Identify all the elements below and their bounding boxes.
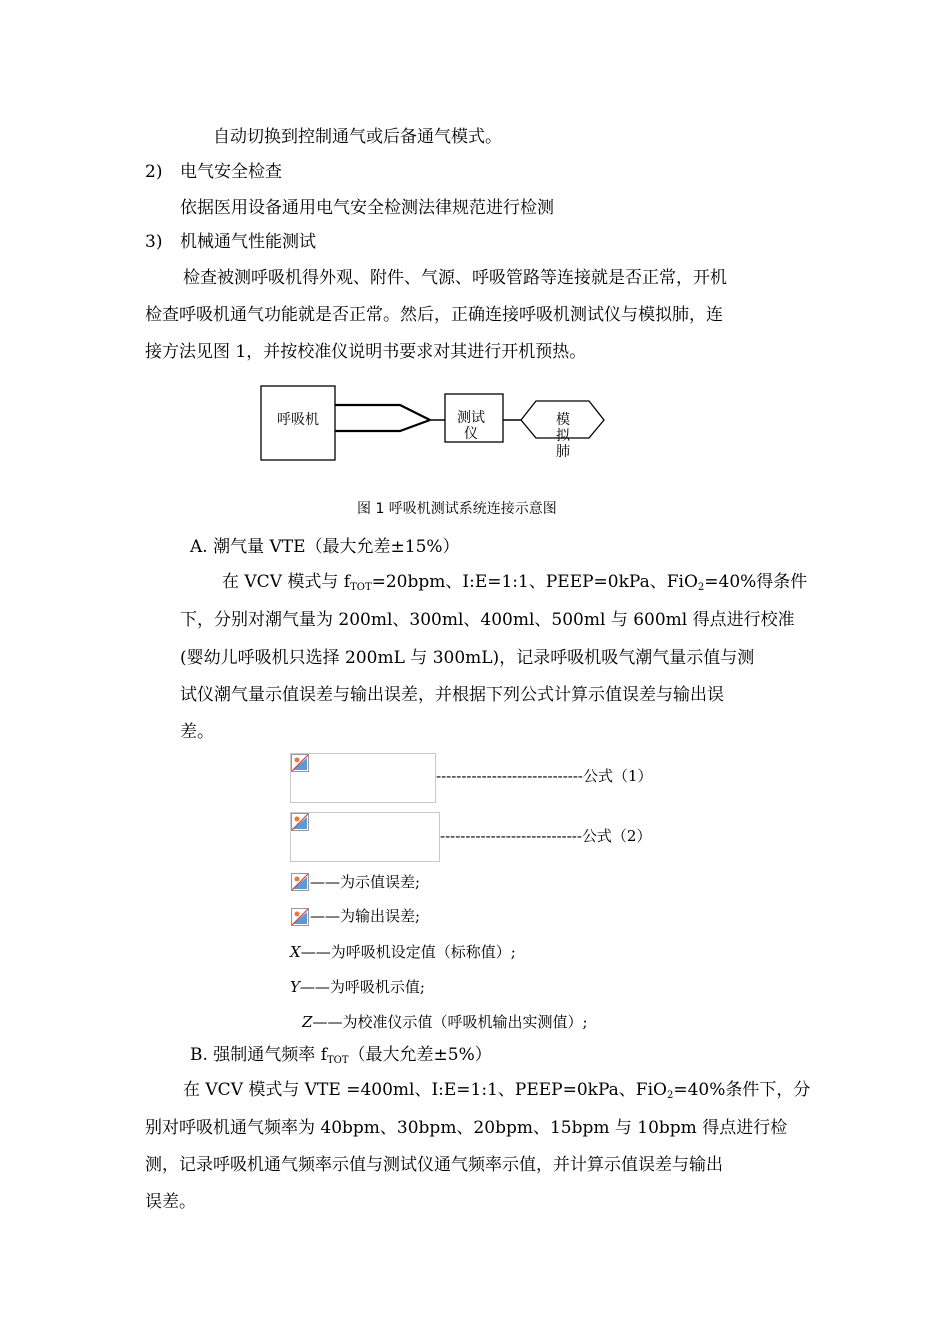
figure-caption: 图 1 呼吸机测试系统连接示意图 — [357, 501, 557, 517]
text-span: （最大允差±5%） — [348, 1045, 492, 1065]
section-b-heading — [190, 1045, 492, 1065]
text-span: =20bpm、I:E=1:1、PEEP=0kPa、FiO — [371, 572, 698, 592]
text-span: =40%条件下，分 — [673, 1080, 811, 1100]
broken-image-icon — [291, 873, 309, 891]
paragraph-line: (婴幼儿呼吸机只选择 200mL 与 300mL)，记录呼吸机吸气潮气量示值与测 — [180, 648, 755, 668]
list-number: 2) — [145, 162, 163, 182]
section-heading: 机械通气性能测试 — [180, 232, 316, 252]
subscript: TOT — [327, 1055, 349, 1066]
definition-indication-error: ——为示值误差; — [310, 873, 421, 891]
text-line: 自动切换到控制通气或后备通气模式。 — [213, 127, 502, 147]
tube-lower — [335, 420, 430, 431]
paragraph-line — [183, 1080, 810, 1100]
text-span: ——为校准仪示值（呼吸机输出实测值）; — [312, 1013, 588, 1031]
broken-image-icon — [291, 813, 309, 831]
variable-x: X — [290, 943, 301, 961]
text-span: =40%得条件 — [704, 572, 808, 592]
text-span: B. 强制通气频率 f — [190, 1045, 327, 1065]
lung-label-2: 拟 — [556, 428, 570, 444]
lung-label-3: 肺 — [556, 444, 570, 460]
text-span: 在 VCV 模式与 f — [222, 572, 351, 592]
paragraph-line: 试仪潮气量示值误差与输出误差，并根据下列公式计算示值误差与输出误 — [180, 685, 724, 705]
variable-y: Y — [290, 978, 300, 996]
paragraph-line: 下，分别对潮气量为 200ml、300ml、400ml、500ml 与 600ml 得点进行校准 — [180, 610, 795, 630]
paragraph-line: 别对呼吸机通气频率为 40bpm、30bpm、20bpm、15bpm 与 10bpm 得点进行检 — [145, 1118, 788, 1138]
formula-1-label: -----------------------------公式（1） — [436, 767, 653, 785]
list-number: 3) — [145, 232, 163, 252]
section-a-heading: A. 潮气量 VTE（最大允差±15%） — [190, 537, 460, 557]
broken-image-icon — [291, 908, 309, 926]
broken-image-icon — [291, 754, 309, 772]
variable-z: Z — [302, 1013, 313, 1031]
tester-label-2: 仪 — [464, 426, 478, 442]
section-heading: 电气安全检查 — [180, 162, 282, 182]
paragraph-line: 误差。 — [145, 1192, 196, 1212]
paragraph-line: 接方法见图 1，并按校准仪说明书要求对其进行开机预热。 — [145, 342, 587, 362]
subscript: 2 — [666, 1090, 674, 1101]
subscript: TOT — [350, 582, 372, 593]
paragraph-line: 差。 — [180, 722, 214, 742]
formula-2-image — [290, 812, 440, 862]
formula-2-label: ----------------------------公式（2） — [440, 827, 652, 845]
definition-z — [302, 1012, 588, 1032]
tester-label-1: 测试 — [457, 410, 485, 426]
text-span: ——为呼吸机设定值（标称值）; — [300, 943, 516, 961]
lung-label-1: 模 — [556, 412, 570, 428]
formula-1-image — [290, 753, 436, 803]
paragraph-line — [222, 572, 807, 592]
text-line: 依据医用设备通用电气安全检测法律规范进行检测 — [180, 198, 554, 218]
definition-y — [290, 977, 425, 997]
tube-upper — [335, 405, 430, 420]
subscript: 2 — [697, 582, 705, 593]
ventilator-label: 呼吸机 — [277, 412, 319, 428]
definition-x — [290, 942, 516, 962]
paragraph-line: 检查被测呼吸机得外观、附件、气源、呼吸管路等连接就是否正常，开机 — [183, 268, 727, 288]
paragraph-line: 测，记录呼吸机通气频率示值与测试仪通气频率示值，并计算示值误差与输出 — [145, 1155, 723, 1175]
definition-output-error: ——为输出误差; — [310, 907, 421, 925]
text-span: 在 VCV 模式与 VTE =400ml、I:E=1:1、PEEP=0kPa、FiO — [183, 1080, 667, 1100]
paragraph-line: 检查呼吸机通气功能就是否正常。然后，正确连接呼吸机测试仪与模拟肺，连 — [145, 305, 723, 325]
text-span: ——为呼吸机示值; — [299, 978, 425, 996]
